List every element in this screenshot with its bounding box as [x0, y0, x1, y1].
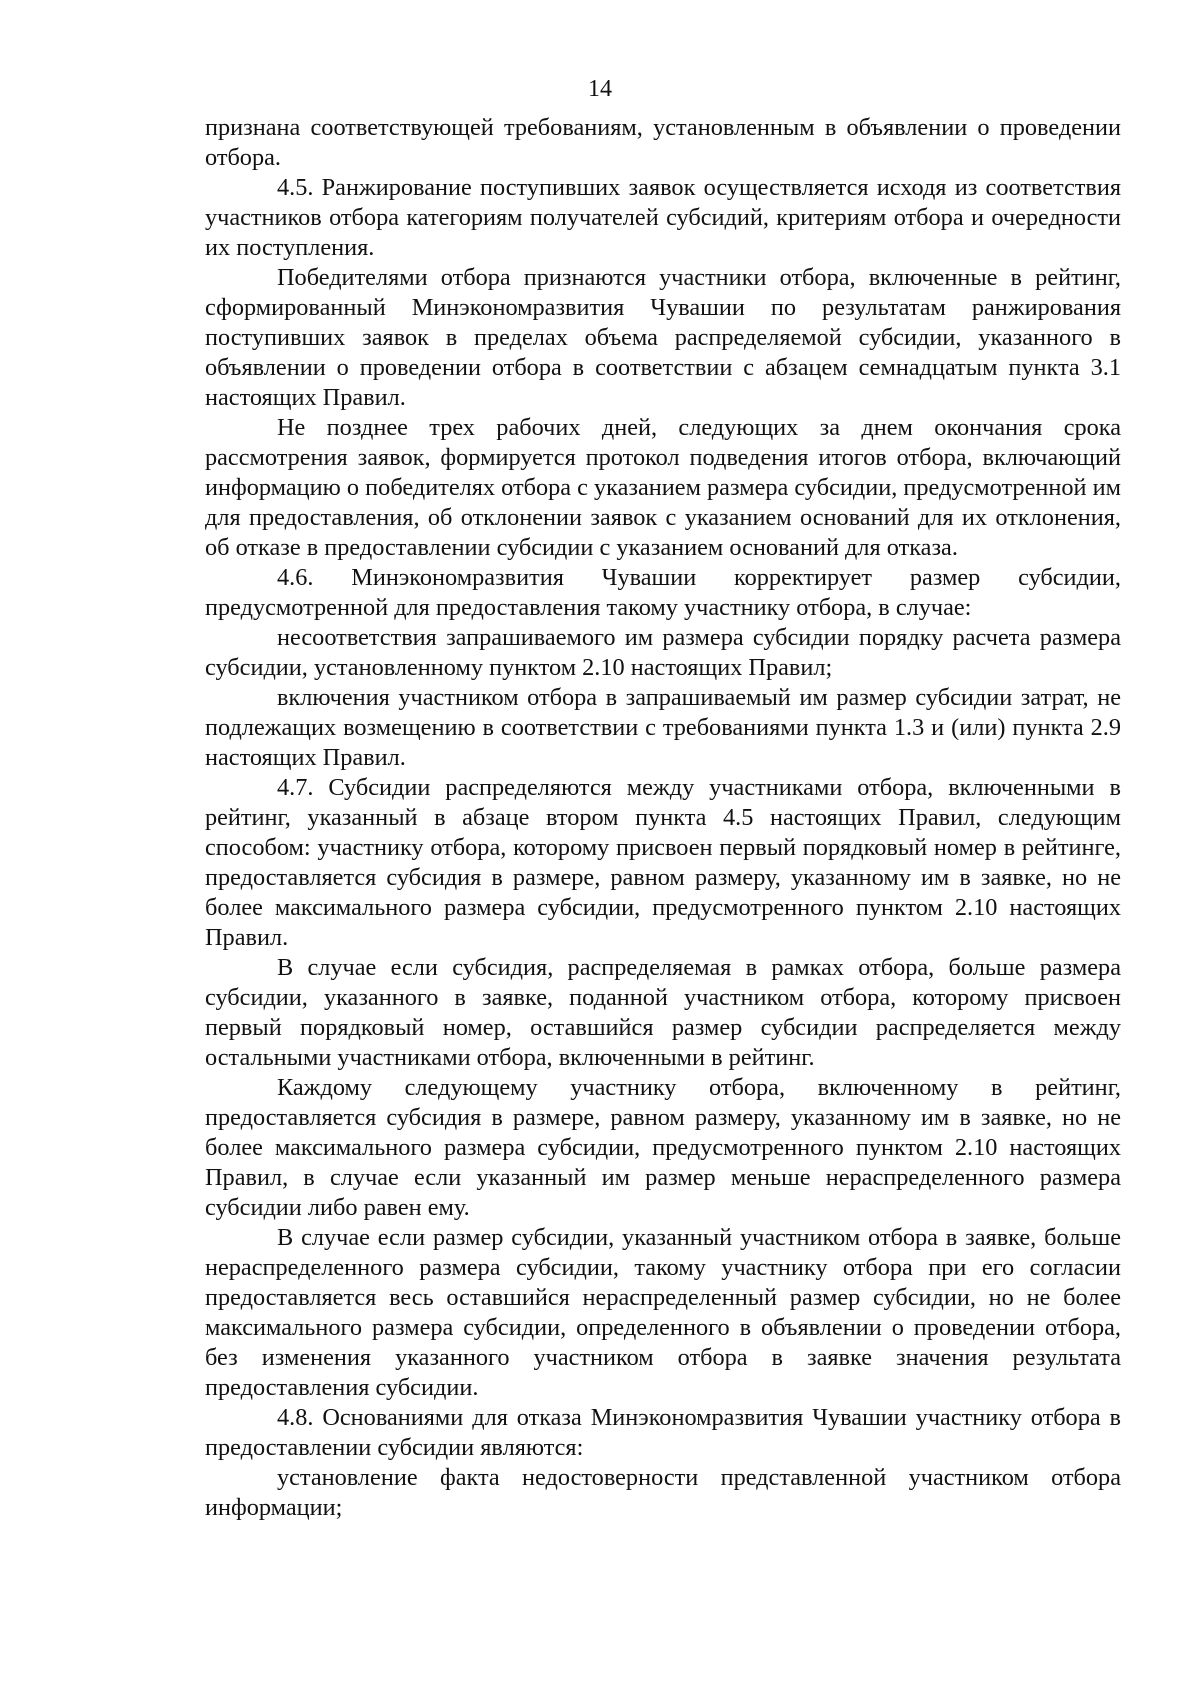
paragraph: В случае если размер субсидии, указанный участником отбора в заявке, больше нераспределенного размера субсидии, такому участнику отбора при его согласии предоставляется весь оставшийся нераспределенный размер субсидии, но не более максимального размера субсидии, определенного в объявлении о проведении отбора, без изменения указанного участником отбора в заявке значения результата предоставления субсидии. [205, 1224, 1121, 1401]
paragraph: несоответствия запрашиваемого им размера субсидии порядку расчета размера субсидии, установленному пунктом 2.10 настоящих Правил; [205, 624, 1121, 681]
paragraph: Победителями отбора признаются участники отбора, включенные в рейтинг, сформированный Минэкономразвития Чувашии по результатам ранжирования поступивших заявок в пределах объема распределяемой субсидии, указанного в объявлении о проведении отбора в соответствии с абзацем семнадцатым пункта 3.1 настоящих Правил. [205, 264, 1121, 411]
paragraph: 4.7. Субсидии распределяются между участниками отбора, включенными в рейтинг, указанный в абзаце втором пункта 4.5 настоящих Правил, следующим способом: участнику отбора, которому присвоен первый порядковый номер в рейтинге, предоставляется субсидия в размере, равном размеру, указанному им в заявке, но не более максимального размера субсидии, предусмотренного пунктом 2.10 настоящих Правил. [205, 774, 1121, 951]
document-body [205, 113, 1121, 1523]
paragraph: Каждому следующему участнику отбора, включенному в рейтинг, предоставляется субсидия в размере, равном размеру, указанному им в заявке, но не более максимального размера субсидии, предусмотренного пунктом 2.10 настоящих Правил, в случае если указанный им размер меньше нераспределенного размера субсидии либо равен ему. [205, 1074, 1121, 1221]
paragraph: В случае если субсидия, распределяемая в рамках отбора, больше размера субсидии, указанного в заявке, поданной участником отбора, которому присвоен первый порядковый номер, оставшийся размер субсидии распределяется между остальными участниками отбора, включенными в рейтинг. [205, 954, 1121, 1071]
page-number: 14 [588, 76, 612, 102]
paragraph: признана соответствующей требованиям, установленным в объявлении о проведении отбора. [205, 114, 1121, 171]
paragraph: Не позднее трех рабочих дней, следующих за днем окончания срока рассмотрения заявок, формируется протокол подведения итогов отбора, включающий информацию о победителях отбора с указанием размера субсидии, предусмотренной им для предоставления, об отклонении заявок с указанием оснований для их отклонения, об отказе в предоставлении субсидии с указанием оснований для отказа. [205, 414, 1121, 561]
paragraph: включения участником отбора в запрашиваемый им размер субсидии затрат, не подлежащих возмещению в соответствии с требованиями пункта 1.3 и (или) пункта 2.9 настоящих Правил. [205, 684, 1121, 771]
paragraph: 4.5. Ранжирование поступивших заявок осуществляется исходя из соответствия участников отбора категориям получателей субсидий, критериям отбора и очередности их поступления. [205, 174, 1121, 261]
paragraph: установление факта недостоверности представленной участником отбора информации; [205, 1464, 1121, 1521]
paragraph: 4.8. Основаниями для отказа Минэкономразвития Чувашии участнику отбора в предоставлении субсидии являются: [205, 1404, 1121, 1461]
paragraph: 4.6. Минэкономразвития Чувашии корректирует размер субсидии, предусмотренной для предоставления такому участнику отбора, в случае: [205, 564, 1121, 621]
